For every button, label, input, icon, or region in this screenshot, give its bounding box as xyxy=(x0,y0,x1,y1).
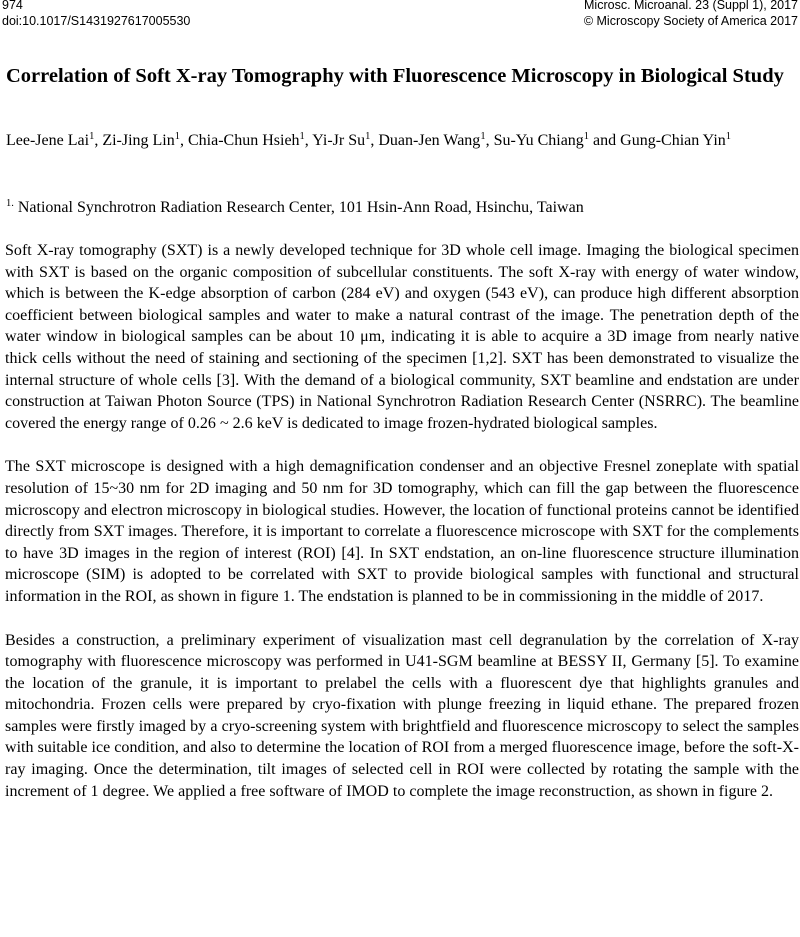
body-paragraph-2: The SXT microscope is designed with a high demagnification condenser and an objective Fresnel zoneplate with spatial resolution of 15~30 nm for 2D imaging and 50 nm for 3D tomography, which can fill the gap between the fluorescence microscopy and electron microscopy in biological studies. However, the location of functional proteins cannot be identified directly from SXT images. Therefore, it is important to correlate a fluorescence microscope with SXT for the complements to have 3D images in the region of interest (ROI) [4]. In SXT endstation, an on-line fluorescence structure illumination microscope (SIM) is adopted to be correlated with SXT to provide biological samples with functional and structural information in the ROI, as shown in figure 1. The endstation is planned to be in commissioning in the middle of 2017. xyxy=(5,458,799,605)
author-separator: , xyxy=(180,132,188,149)
author-name: Lee-Jene Lai xyxy=(6,132,90,149)
running-head-right xyxy=(584,0,798,29)
author-name: Chia-Chun Hsieh xyxy=(188,132,300,149)
running-head-left xyxy=(2,0,190,29)
author-name: Duan-Jen Wang xyxy=(378,132,481,149)
author-affiliation-mark: 1 xyxy=(480,131,486,142)
running-head xyxy=(0,0,800,34)
author-name: Zi-Jing Lin xyxy=(102,132,175,149)
author-affiliation-mark: 1 xyxy=(725,131,732,142)
author-name: Su-Yu Chiang xyxy=(493,132,584,149)
author-affiliation-mark: 1 xyxy=(365,131,371,142)
author-name: Yi-Jr Su xyxy=(312,132,366,149)
doi: doi:10.1017/S1431927617005530 xyxy=(2,14,191,28)
author-affiliation-mark: 1 xyxy=(299,131,305,142)
author-affiliation-mark: 1 xyxy=(89,131,95,142)
affiliation-marker: 1. xyxy=(6,198,14,209)
author-separator: , xyxy=(94,132,103,149)
author-affiliation-mark: 1 xyxy=(174,131,180,142)
affiliation xyxy=(6,197,796,219)
author-separator: , xyxy=(304,132,313,149)
author-separator: and xyxy=(589,132,621,149)
author-list xyxy=(6,130,796,152)
page-number: 974 xyxy=(2,0,23,12)
copyright: © Microscopy Society of America 2017 xyxy=(583,14,798,28)
affiliation-text: National Synchrotron Radiation Research Center, 101 Hsin-Ann Road, Hsinchu, Taiwan xyxy=(13,199,584,216)
article-title: Correlation of Soft X-ray Tomography with Fluorescence Microscopy in Biological Study xyxy=(6,65,784,87)
body-paragraph-1: Soft X-ray tomography (SXT) is a newly developed technique for 3D whole cell image. Imaging the biological specimen with SXT is based on the organic composition of subcellular constituents. The soft X-ray with energy of water window, which is between the K-edge absorption of carbon (284 eV) and oxygen (543 eV), can produce high different absorption coefficient between biological samples and water to make a natural contrast of the image. The penetration depth of the water window in biological samples can be about 10 μm, indicating it is able to acquire a 3D image from nearly native thick cells without the need of staining and sectioning of the specimen [1,2]. SXT has been demonstrated to visualize the internal structure of whole cells [3]. With the demand of a biological community, SXT beamline and endstation are under construction at Taiwan Photon Source (TPS) in National Synchrotron Radiation Research Center (NSRRC). The beamline covered the energy range of 0.26 ~ 2.6 keV is dedicated to image frozen-hydrated biological samples. xyxy=(5,242,799,432)
author-separator: , xyxy=(370,132,379,149)
body-paragraph-3: Besides a construction, a preliminary experiment of visualization mast cell degranulation by the correlation of X-ray tomography with fluorescence microscopy was performed in U41-SGM beamline at BESSY II, Germany [5]. To examine the location of the granule, it is important to prelabel the cells with a fluorescent dye that highlights granules and mitochondria. Frozen cells were prepared by cryo-fixation with plunge freezing in liquid ethane. The prepared frozen samples were firstly imaged by a cryo-screening system with brightfield and fluorescence microscopy to select the samples with suitable ice condition, and also to determine the location of ROI from a merged fluorescence image, before the soft-X-ray imaging. Once the determination, tilt images of selected cell in ROI were collected by rotating the sample with the increment of 1 degree. We applied a free software of IMOD to complete the image reconstruction, as shown in figure 2. xyxy=(5,631,799,800)
article-body xyxy=(5,240,799,824)
author-affiliation-mark: 1 xyxy=(583,131,590,142)
journal-citation: Microsc. Microanal. 23 (Suppl 1), 2017 xyxy=(584,0,798,12)
author-separator: , xyxy=(485,132,494,149)
author-name: Gung-Chian Yin xyxy=(620,132,726,149)
